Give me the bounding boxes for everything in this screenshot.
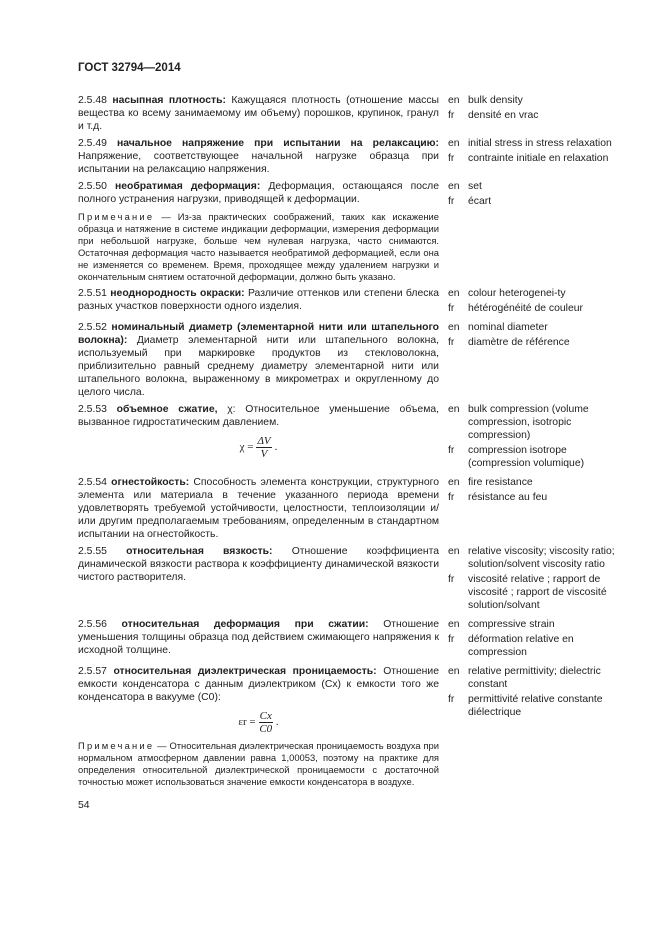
term-entry xyxy=(78,618,623,661)
french-term: hétérogénéité de couleur xyxy=(468,303,583,314)
entry-number: 2.5.53 xyxy=(78,404,107,415)
english-term: nominal diameter xyxy=(468,322,548,333)
entry-term: насыпная плотность: xyxy=(112,95,226,106)
french-equivalent xyxy=(448,633,618,659)
entry-text: Отношение уменьшения толщины образца под действием сжимающего напряжения к исходной толщине. xyxy=(78,619,440,656)
entry-definition xyxy=(78,137,439,176)
note xyxy=(78,740,439,788)
french-term: permittivité relative constante diélectrique xyxy=(468,694,603,718)
entry-number: 2.5.52 xyxy=(78,322,107,333)
english-term: colour heterogenei-ty xyxy=(468,288,566,299)
entry-equivalents xyxy=(448,137,618,167)
lang-code-en: en xyxy=(448,477,460,488)
term-entry xyxy=(78,137,623,176)
term-entry xyxy=(78,180,623,283)
entry-equivalents xyxy=(448,403,618,472)
english-term: relative viscosity; viscosity ratio; solution/solvent viscosity ratio xyxy=(468,546,615,570)
entry-equivalents xyxy=(448,180,618,210)
entry-term: номинальный диаметр (элементарной нити или штапельного волокна): xyxy=(78,322,439,346)
term-entry xyxy=(78,94,623,133)
french-equivalent xyxy=(448,195,618,208)
entry-definition xyxy=(78,403,439,464)
english-equivalent xyxy=(448,287,618,300)
term-entry xyxy=(78,545,623,614)
entry-number: 2.5.50 xyxy=(78,181,107,192)
lang-code-fr: fr xyxy=(448,634,455,645)
entry-text: Деформация, остающаяся после полного устранения нагрузки, приводящей к деформации. xyxy=(78,181,440,205)
note-label: Примечание xyxy=(78,740,155,751)
lang-code-en: en xyxy=(448,288,460,299)
lang-code-en: en xyxy=(448,619,460,630)
lang-code-fr: fr xyxy=(448,196,455,207)
english-equivalent xyxy=(448,476,618,489)
entry-text: Напряжение, соответствующее начальной нагрузке образца при испытании на релаксацию напряжения. xyxy=(78,151,439,175)
entry-number: 2.5.55 xyxy=(78,546,107,557)
entry-definition xyxy=(78,94,439,133)
french-equivalent xyxy=(448,693,618,719)
entry-definition xyxy=(78,321,439,399)
english-term: initial stress in stress relaxation xyxy=(468,138,612,149)
french-equivalent xyxy=(448,336,618,349)
lang-code-en: en xyxy=(448,138,460,149)
term-entry xyxy=(78,287,623,317)
english-equivalent xyxy=(448,545,618,571)
entry-equivalents xyxy=(448,545,618,614)
numerator: ΔV xyxy=(257,435,271,447)
french-equivalent xyxy=(448,152,618,165)
term-entry xyxy=(78,403,623,472)
fraction xyxy=(259,710,273,735)
entry-equivalents xyxy=(448,287,618,317)
french-term: diamètre de référence xyxy=(468,337,570,348)
entry-text: Диаметр элементарной нити или штапельного волокна, используемый при маркировке продуктов из стекловолокна, приблизительно равный среднему диаметру элементарной нити или штапельного волокна, выраженному в микрометрах и округленному до целого числа. xyxy=(78,335,439,398)
numerator: Cx xyxy=(259,710,272,722)
english-equivalent xyxy=(448,665,618,691)
denominator: C0 xyxy=(259,723,273,735)
entry-number: 2.5.56 xyxy=(78,619,107,630)
entry-term: начальное напряжение при испытании на релаксацию: xyxy=(116,138,440,149)
lang-code-fr: fr xyxy=(448,492,455,503)
french-term: viscosité relative ; rapport de viscosité ; rapport de viscosité solution/solvant xyxy=(468,574,607,611)
formula-lhs: εr = xyxy=(238,716,256,728)
lang-code-fr: fr xyxy=(448,153,455,164)
english-equivalent xyxy=(448,94,618,107)
english-equivalent xyxy=(448,137,618,150)
english-equivalent xyxy=(448,180,618,193)
terms-list xyxy=(78,94,623,811)
lang-code-fr: fr xyxy=(448,337,455,348)
french-equivalent xyxy=(448,573,618,612)
french-term: contrainte initiale en relaxation xyxy=(468,153,609,164)
entry-definition xyxy=(78,180,439,283)
english-equivalent xyxy=(448,403,618,442)
lang-code-fr: fr xyxy=(448,574,455,585)
note-label: Примечание xyxy=(78,211,155,222)
denominator: V xyxy=(260,448,268,460)
entry-definition xyxy=(78,618,439,657)
entry-text: Кажущаяся плотность (отношение массы вещества ко всему занимаемому им объему) порошков, крупинок, гранул и т.д. xyxy=(78,95,439,132)
lang-code-en: en xyxy=(448,95,460,106)
document-header: ГОСТ 32794—2014 xyxy=(78,62,181,74)
entry-term: относительная диэлектрическая проницаемость: xyxy=(113,666,377,677)
entry-number: 2.5.57 xyxy=(78,666,107,677)
entry-term: неоднородность окраски: xyxy=(110,288,245,299)
english-term: set xyxy=(468,181,482,192)
formula-end: . xyxy=(275,716,279,728)
french-equivalent xyxy=(448,109,618,122)
note-text: — Относительная диэлектрическая проницаемость воздуха при нормальном атмосферном давлении равна 1,00053, поэтому на практике для определения относительной диэлектрической проницаемости с достаточной точностью может использоваться значение емкости конденсатора в воздухе. xyxy=(78,740,439,787)
page-number: 54 xyxy=(78,800,90,811)
french-term: résistance au feu xyxy=(468,492,548,503)
entry-text: Способность элемента конструкции, структурного элемента или материала в течение указанного периода времени удовлетворять требуемой устойчивости, целостности, теплоизоляции и/или другим предполагаемым требованиям, определенным в стандартном испытании на огнестойкость. xyxy=(78,477,439,540)
lang-code-en: en xyxy=(448,546,460,557)
entry-definition xyxy=(78,665,439,788)
lang-code-fr: fr xyxy=(448,694,455,705)
entry-text: Различие оттенков или степени блеска разных участков поверхности одного изделия. xyxy=(78,288,440,312)
entry-term: относительная деформация при сжатии: xyxy=(121,619,369,630)
french-equivalent xyxy=(448,444,618,470)
entry-text: Отношение коэффициента динамической вязкости раствора к коэффициенту динамической вязкости чистого растворителя. xyxy=(78,546,440,583)
english-term: bulk density xyxy=(468,95,523,106)
formula-chi xyxy=(78,435,439,460)
term-entry xyxy=(78,476,623,541)
entry-term: относительная вязкость: xyxy=(126,546,273,557)
english-term: compressive strain xyxy=(468,619,555,630)
french-equivalent xyxy=(448,302,618,315)
fraction xyxy=(256,435,271,460)
english-term: bulk compression (volume compression, isotropic compression) xyxy=(468,404,589,441)
entry-definition xyxy=(78,287,439,313)
lang-code-fr: fr xyxy=(448,303,455,314)
entry-definition xyxy=(78,545,439,584)
entry-number: 2.5.51 xyxy=(78,288,107,299)
entry-term: необратимая деформация: xyxy=(114,181,261,192)
formula-end: . xyxy=(274,441,278,453)
entry-number: 2.5.54 xyxy=(78,477,107,488)
french-term: densité en vrac xyxy=(468,110,539,121)
lang-code-fr: fr xyxy=(448,110,455,121)
entry-equivalents xyxy=(448,321,618,351)
entry-text: χ: Относительное уменьшение объема, вызванное гидростатическим давлением. xyxy=(78,404,440,428)
lang-code-en: en xyxy=(448,666,460,677)
english-equivalent xyxy=(448,321,618,334)
lang-code-en: en xyxy=(448,404,460,415)
entry-number: 2.5.49 xyxy=(78,138,107,149)
entry-equivalents xyxy=(448,665,618,721)
lang-code-en: en xyxy=(448,322,460,333)
entry-equivalents xyxy=(448,618,618,661)
entry-text: Отношение емкости конденсатора с данным диэлектриком (Cx) к емкости того же конденсатора в вакууме (C0): xyxy=(78,666,439,703)
note-text: — Из-за практических соображений, таких как искажение образца и натяжение в системе индикации деформации, измерения деформации при небольшой нагрузке, больше чем нулевая нагрузка, часто снимаются. Остаточная деформация часто называется необратимой деформацией, если она не изменяется со временем. Время, проходящее между удалением нагрузки и окончательным снятием остаточной деформации, должно быть указано. xyxy=(78,211,439,282)
entry-term: объемное сжатие, xyxy=(116,404,218,415)
english-equivalent xyxy=(448,618,618,631)
english-term: relative permittivity; dielectric constant xyxy=(468,666,601,690)
lang-code-fr: fr xyxy=(448,445,455,456)
entry-number: 2.5.48 xyxy=(78,95,107,106)
entry-equivalents xyxy=(448,476,618,506)
french-term: déformation relative en compression xyxy=(468,634,574,658)
entry-definition xyxy=(78,476,439,541)
term-entry xyxy=(78,665,623,788)
formula-eps xyxy=(78,710,439,735)
note xyxy=(78,211,439,283)
french-term: compression isotrope (compression volumique) xyxy=(468,445,585,469)
entry-equivalents xyxy=(448,94,618,124)
entry-term: огнестойкость: xyxy=(111,477,190,488)
lang-code-en: en xyxy=(448,181,460,192)
french-term: écart xyxy=(468,196,492,207)
english-term: fire resistance xyxy=(468,477,533,488)
formula-lhs: χ = xyxy=(239,441,254,453)
term-entry xyxy=(78,321,623,399)
french-equivalent xyxy=(448,491,618,504)
